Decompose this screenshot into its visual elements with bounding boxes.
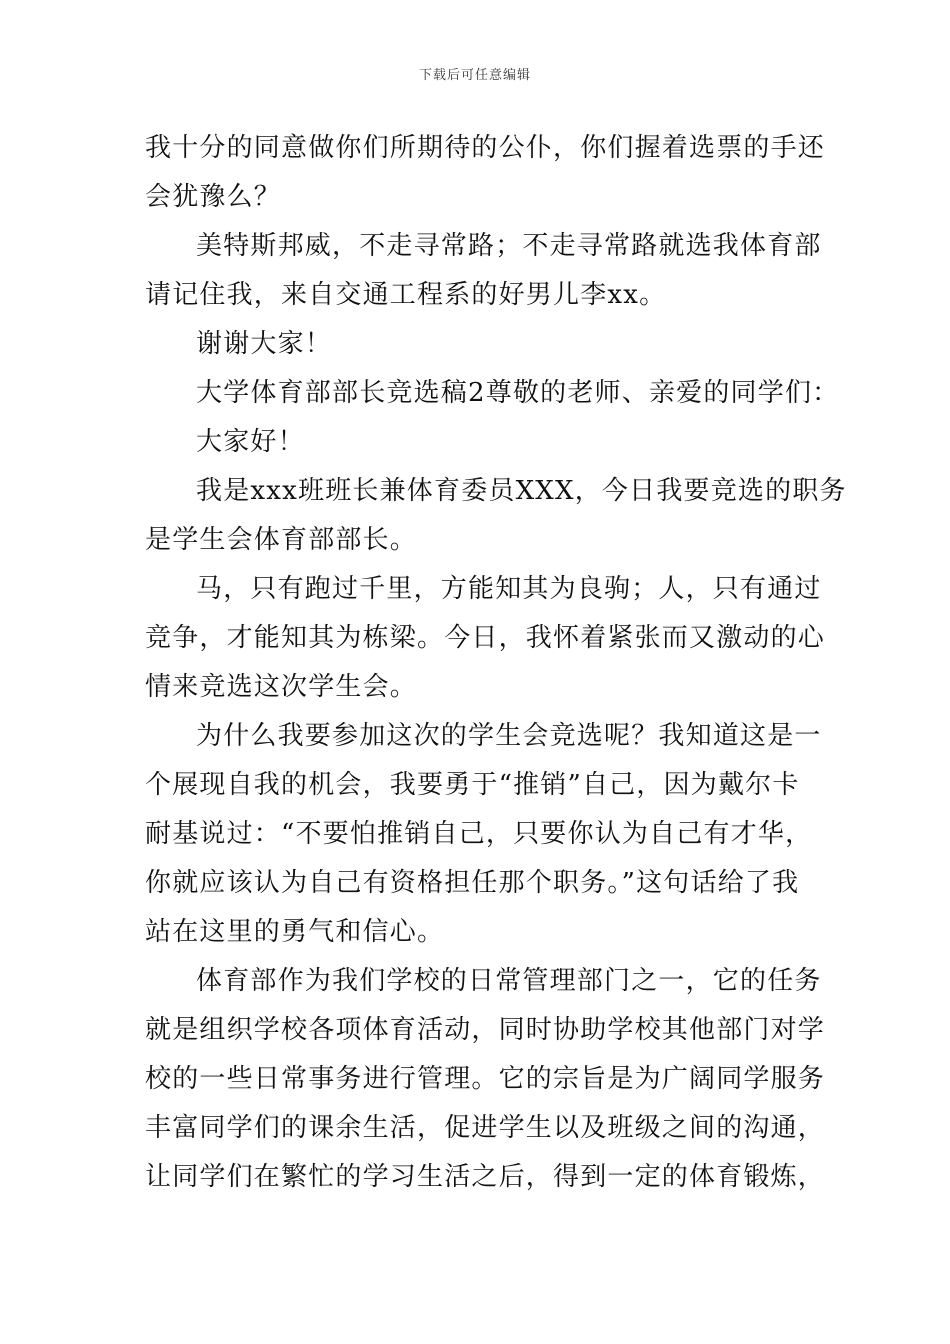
text-line: 站在这里的勇气和信心。 [145,917,445,947]
text-line: 为什么我要参加这次的学生会竞选呢？我知道这是一 [196,721,822,751]
text-line: 情来竞选这次学生会。 [145,672,418,702]
text-line: 请记住我，来自交通工程系的好男儿李xx。 [145,280,667,310]
text-line: 耐基说过：“不要怕推销自己，只要你认为自己有才华， [145,819,813,849]
text-line: 个展现自我的机会，我要勇于“推销”自己，因为戴尔卡 [145,770,800,800]
text-line: 大学体育部部长竞选稿2尊敬的老师、亲爱的同学们： [196,378,840,408]
text-line: 我是xxx班班长兼体育委员XXX，今日我要竞选的职务 [196,476,847,506]
text-line: 就是组织学校各项体育活动，同时协助学校其他部门对学 [145,1015,826,1045]
text-line: 美特斯邦威，不走寻常路；不走寻常路就选我体育部 [196,231,822,261]
text-line: 校的一些日常事务进行管理。它的宗旨是为广阔同学服务 [145,1064,826,1094]
text-line: 谢谢大家！ [196,329,333,359]
page-header: 下载后可任意编辑 [418,68,531,83]
text-line: 马，只有跑过千里，方能知其为良驹；人，只有通过 [196,574,822,604]
text-line: 丰富同学们的课余生活，促进学生以及班级之间的沟通， [145,1113,826,1143]
text-line: 是学生会体育部部长。 [145,525,418,555]
text-line: 竞争，才能知其为栋梁。今日，我怀着紧张而又激动的心 [145,623,826,653]
text-line: 让同学们在繁忙的学习生活之后，得到一定的体育锻炼， [145,1162,826,1192]
text-line: 会犹豫么？ [145,182,282,212]
text-line: 体育部作为我们学校的日常管理部门之一，它的任务 [196,966,822,996]
document-body [145,124,847,1202]
text-line: 你就应该认为自己有资格担任那个职务。”这句话给了我 [145,868,800,898]
text-line: 我十分的同意做你们所期待的公仆，你们握着选票的手还 [145,133,826,163]
text-line: 大家好！ [196,427,305,457]
